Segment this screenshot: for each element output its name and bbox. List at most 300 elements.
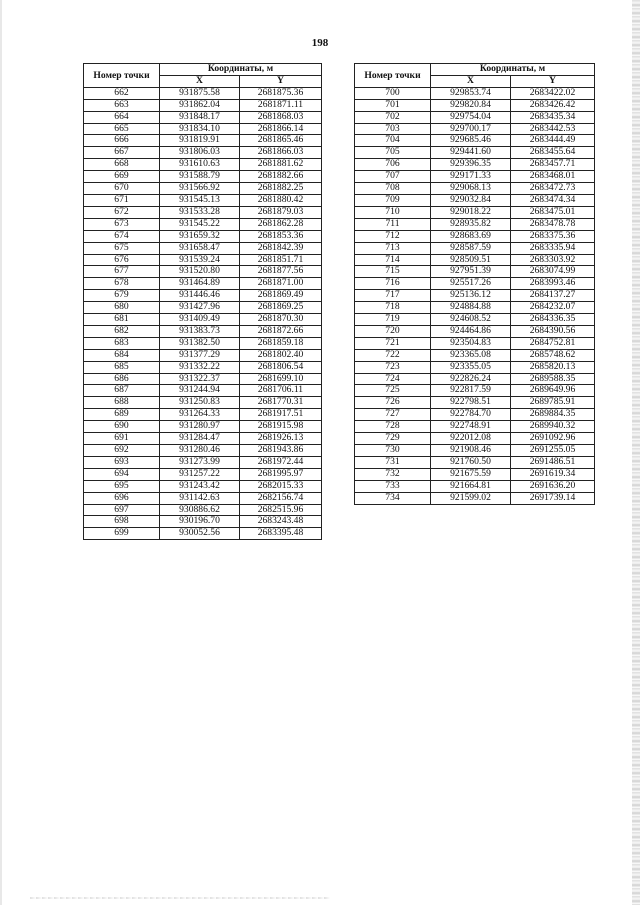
table-row [355, 290, 595, 302]
y-header: Y [240, 75, 322, 87]
x-coordinate-cell: 929068.13 [431, 183, 511, 195]
x-coordinate-cell: 928935.82 [431, 218, 511, 230]
table-row [355, 230, 595, 242]
point-number-cell: 680 [84, 302, 160, 314]
x-coordinate-cell: 929032.84 [431, 194, 511, 206]
y-coordinate-cell: 2683475.01 [511, 206, 595, 218]
y-coordinate-cell: 2681915.98 [240, 421, 322, 433]
x-coordinate-cell: 931545.13 [160, 194, 240, 206]
x-coordinate-cell: 931243.42 [160, 480, 240, 492]
y-coordinate-cell: 2681862.28 [240, 218, 322, 230]
table-row [355, 194, 595, 206]
x-coordinate-cell: 931427.96 [160, 302, 240, 314]
table-row [355, 433, 595, 445]
y-coordinate-cell: 2681869.49 [240, 290, 322, 302]
y-coordinate-cell: 2681875.36 [240, 87, 322, 99]
y-coordinate-cell: 2683435.34 [511, 111, 595, 123]
point-number-cell: 711 [355, 218, 431, 230]
table-row [355, 397, 595, 409]
y-coordinate-cell: 2683442.53 [511, 123, 595, 135]
table-row [355, 111, 595, 123]
x-coordinate-cell: 931545.22 [160, 218, 240, 230]
x-coordinate-cell: 931819.91 [160, 135, 240, 147]
point-number-cell: 688 [84, 397, 160, 409]
point-number-header-label: Номер точки [364, 69, 421, 81]
x-header: X [160, 75, 240, 87]
point-number-cell: 705 [355, 147, 431, 159]
table-row [355, 171, 595, 183]
y-coordinate-cell: 2689785.91 [511, 397, 595, 409]
point-number-cell: 708 [355, 183, 431, 195]
table-row [84, 135, 322, 147]
table-row [84, 349, 322, 361]
y-coordinate-cell: 2681880.42 [240, 194, 322, 206]
point-number-cell: 692 [84, 445, 160, 457]
x-coordinate-cell: 929853.74 [431, 87, 511, 99]
y-header: Y [511, 75, 595, 87]
table-row [84, 468, 322, 480]
point-number-cell: 729 [355, 433, 431, 445]
coordinates-header: Координаты, м [160, 64, 322, 76]
x-coordinate-cell: 930052.56 [160, 528, 240, 540]
x-coordinate-cell: 931533.28 [160, 206, 240, 218]
table-row [84, 492, 322, 504]
table-row [84, 99, 322, 111]
table-row [355, 87, 595, 99]
point-number-cell: 669 [84, 171, 160, 183]
y-coordinate-cell: 2681872.66 [240, 325, 322, 337]
table-row [84, 230, 322, 242]
point-number-cell: 709 [355, 194, 431, 206]
point-number-cell: 673 [84, 218, 160, 230]
y-coordinate-cell: 2682515.96 [240, 504, 322, 516]
x-coordinate-cell: 922784.70 [431, 409, 511, 421]
x-coordinate-cell: 923365.08 [431, 349, 511, 361]
x-coordinate-cell: 929685.46 [431, 135, 511, 147]
y-coordinate-cell: 2683395.48 [240, 528, 322, 540]
y-coordinate-cell: 2689649.96 [511, 385, 595, 397]
x-coordinate-cell: 931848.17 [160, 111, 240, 123]
table-row [355, 183, 595, 195]
table-row [84, 242, 322, 254]
point-number-cell: 668 [84, 159, 160, 171]
point-number-cell: 672 [84, 206, 160, 218]
x-header: X [431, 75, 511, 87]
point-number-cell: 723 [355, 361, 431, 373]
table-row [84, 456, 322, 468]
y-coordinate-cell: 2683993.46 [511, 278, 595, 290]
point-number-cell: 734 [355, 492, 431, 504]
point-number-cell: 714 [355, 254, 431, 266]
point-number-cell: 715 [355, 266, 431, 278]
point-number-cell: 702 [355, 111, 431, 123]
point-number-cell: 712 [355, 230, 431, 242]
y-coordinate-cell: 2689588.35 [511, 373, 595, 385]
x-coordinate-cell: 931409.49 [160, 314, 240, 326]
x-coordinate-cell: 921664.81 [431, 480, 511, 492]
y-coordinate-cell: 2683455.64 [511, 147, 595, 159]
y-coordinate-cell: 2683422.02 [511, 87, 595, 99]
y-coordinate-cell: 2691255.05 [511, 445, 595, 457]
point-number-cell: 671 [84, 194, 160, 206]
scan-edge-right [632, 0, 640, 905]
y-coordinate-cell: 2681770.31 [240, 397, 322, 409]
point-number-cell: 713 [355, 242, 431, 254]
x-coordinate-cell: 931566.92 [160, 183, 240, 195]
y-coordinate-cell: 2681851.71 [240, 254, 322, 266]
point-number-cell: 698 [84, 516, 160, 528]
x-coordinate-cell: 929171.33 [431, 171, 511, 183]
y-coordinate-cell: 2681882.66 [240, 171, 322, 183]
y-coordinate-cell: 2683478.78 [511, 218, 595, 230]
table-row [84, 171, 322, 183]
table-row [84, 337, 322, 349]
y-coordinate-cell: 2681943.86 [240, 445, 322, 457]
table-row [355, 159, 595, 171]
point-number-cell: 677 [84, 266, 160, 278]
x-coordinate-cell: 931142.63 [160, 492, 240, 504]
table-row [355, 349, 595, 361]
y-coordinate-cell: 2682156.74 [240, 492, 322, 504]
point-number-cell: 730 [355, 445, 431, 457]
coordinates-table-left [83, 63, 322, 540]
table-row [355, 123, 595, 135]
point-number-cell: 691 [84, 433, 160, 445]
table-row [355, 385, 595, 397]
point-number-cell: 726 [355, 397, 431, 409]
y-coordinate-cell: 2683457.71 [511, 159, 595, 171]
coordinates-table-right-body [355, 87, 595, 504]
x-coordinate-cell: 931539.24 [160, 254, 240, 266]
table-row [355, 361, 595, 373]
table-row [355, 421, 595, 433]
x-coordinate-cell: 924464.86 [431, 325, 511, 337]
point-number-cell: 710 [355, 206, 431, 218]
y-coordinate-cell: 2681871.11 [240, 99, 322, 111]
x-coordinate-cell: 922826.24 [431, 373, 511, 385]
point-number-cell: 722 [355, 349, 431, 361]
x-coordinate-cell: 929820.84 [431, 99, 511, 111]
x-coordinate-cell: 931464.89 [160, 278, 240, 290]
point-number-cell: 719 [355, 314, 431, 326]
x-coordinate-cell: 921675.59 [431, 468, 511, 480]
table-row [355, 445, 595, 457]
point-number-header [355, 64, 431, 88]
table-row [355, 314, 595, 326]
coordinates-table-right [354, 63, 595, 505]
y-coordinate-cell: 2683243.48 [240, 516, 322, 528]
x-coordinate-cell: 931588.79 [160, 171, 240, 183]
x-coordinate-cell: 921599.02 [431, 492, 511, 504]
point-number-cell: 664 [84, 111, 160, 123]
table-row [84, 254, 322, 266]
y-coordinate-cell: 2683444.49 [511, 135, 595, 147]
table-row [84, 361, 322, 373]
y-coordinate-cell: 2681868.03 [240, 111, 322, 123]
x-coordinate-cell: 924884.88 [431, 302, 511, 314]
y-coordinate-cell: 2683074.99 [511, 266, 595, 278]
x-coordinate-cell: 931280.97 [160, 421, 240, 433]
x-coordinate-cell: 921760.50 [431, 456, 511, 468]
y-coordinate-cell: 2681995.97 [240, 468, 322, 480]
table-row [355, 302, 595, 314]
point-number-cell: 699 [84, 528, 160, 540]
table-row [84, 266, 322, 278]
x-coordinate-cell: 931383.73 [160, 325, 240, 337]
table-row [84, 385, 322, 397]
point-number-cell: 665 [84, 123, 160, 135]
x-coordinate-cell: 929396.35 [431, 159, 511, 171]
point-number-cell: 717 [355, 290, 431, 302]
x-coordinate-cell: 931862.04 [160, 99, 240, 111]
point-number-cell: 706 [355, 159, 431, 171]
y-coordinate-cell: 2691619.34 [511, 468, 595, 480]
x-coordinate-cell: 923355.05 [431, 361, 511, 373]
table-row [84, 123, 322, 135]
point-number-cell: 674 [84, 230, 160, 242]
y-coordinate-cell: 2681802.40 [240, 349, 322, 361]
table-row [84, 504, 322, 516]
table-row [355, 206, 595, 218]
point-number-cell: 720 [355, 325, 431, 337]
point-number-cell: 733 [355, 480, 431, 492]
x-coordinate-cell: 931273.99 [160, 456, 240, 468]
point-number-cell: 725 [355, 385, 431, 397]
y-coordinate-cell: 2689884.35 [511, 409, 595, 421]
point-number-cell: 695 [84, 480, 160, 492]
x-coordinate-cell: 922817.59 [431, 385, 511, 397]
table-row [84, 373, 322, 385]
x-coordinate-cell: 931806.03 [160, 147, 240, 159]
y-coordinate-cell: 2684137.27 [511, 290, 595, 302]
table-row [355, 409, 595, 421]
scan-edge-bottom [30, 897, 330, 899]
table-row [84, 147, 322, 159]
x-coordinate-cell: 931244.94 [160, 385, 240, 397]
point-number-cell: 693 [84, 456, 160, 468]
y-coordinate-cell: 2683474.34 [511, 194, 595, 206]
y-coordinate-cell: 2681972.44 [240, 456, 322, 468]
table-row [84, 314, 322, 326]
y-coordinate-cell: 2681865.46 [240, 135, 322, 147]
point-number-cell: 700 [355, 87, 431, 99]
x-coordinate-cell: 929754.04 [431, 111, 511, 123]
point-number-cell: 689 [84, 409, 160, 421]
table-row [84, 528, 322, 540]
point-number-cell: 678 [84, 278, 160, 290]
point-number-cell: 682 [84, 325, 160, 337]
y-coordinate-cell: 2681706.11 [240, 385, 322, 397]
point-number-cell: 662 [84, 87, 160, 99]
y-coordinate-cell: 2681869.25 [240, 302, 322, 314]
table-row [355, 99, 595, 111]
table-row [355, 135, 595, 147]
x-coordinate-cell: 930886.62 [160, 504, 240, 516]
x-coordinate-cell: 929700.17 [431, 123, 511, 135]
x-coordinate-cell: 931610.63 [160, 159, 240, 171]
point-number-cell: 670 [84, 183, 160, 195]
y-coordinate-cell: 2681699.10 [240, 373, 322, 385]
point-number-cell: 724 [355, 373, 431, 385]
point-number-cell: 727 [355, 409, 431, 421]
point-number-cell: 679 [84, 290, 160, 302]
x-coordinate-cell: 931280.46 [160, 445, 240, 457]
table-row [84, 433, 322, 445]
y-coordinate-cell: 2681879.03 [240, 206, 322, 218]
y-coordinate-cell: 2681842.39 [240, 242, 322, 254]
x-coordinate-cell: 931284.47 [160, 433, 240, 445]
x-coordinate-cell: 931250.83 [160, 397, 240, 409]
x-coordinate-cell: 921908.46 [431, 445, 511, 457]
point-number-cell: 707 [355, 171, 431, 183]
point-number-cell: 690 [84, 421, 160, 433]
y-coordinate-cell: 2681917.51 [240, 409, 322, 421]
table-row [84, 278, 322, 290]
y-coordinate-cell: 2685820.13 [511, 361, 595, 373]
point-number-cell: 684 [84, 349, 160, 361]
y-coordinate-cell: 2684232.07 [511, 302, 595, 314]
y-coordinate-cell: 2681881.62 [240, 159, 322, 171]
table-row [84, 206, 322, 218]
x-coordinate-cell: 925136.12 [431, 290, 511, 302]
table-row [84, 421, 322, 433]
point-number-cell: 718 [355, 302, 431, 314]
point-number-cell: 732 [355, 468, 431, 480]
y-coordinate-cell: 2691486.51 [511, 456, 595, 468]
x-coordinate-cell: 922748.91 [431, 421, 511, 433]
point-number-cell: 675 [84, 242, 160, 254]
point-number-cell: 683 [84, 337, 160, 349]
table-row [84, 325, 322, 337]
y-coordinate-cell: 2683335.94 [511, 242, 595, 254]
x-coordinate-cell: 931446.46 [160, 290, 240, 302]
table-row [355, 468, 595, 480]
y-coordinate-cell: 2684336.35 [511, 314, 595, 326]
table-row [84, 159, 322, 171]
point-number-cell: 663 [84, 99, 160, 111]
x-coordinate-cell: 924608.52 [431, 314, 511, 326]
table-row [84, 302, 322, 314]
scan-edge-left [0, 0, 2, 905]
y-coordinate-cell: 2681926.13 [240, 433, 322, 445]
coordinates-table-left-body [84, 87, 322, 539]
y-coordinate-cell: 2681853.36 [240, 230, 322, 242]
x-coordinate-cell: 931382.50 [160, 337, 240, 349]
table-row [355, 456, 595, 468]
y-coordinate-cell: 2681866.03 [240, 147, 322, 159]
x-coordinate-cell: 922012.08 [431, 433, 511, 445]
x-coordinate-cell: 927951.39 [431, 266, 511, 278]
y-coordinate-cell: 2681870.30 [240, 314, 322, 326]
point-number-cell: 703 [355, 123, 431, 135]
table-row [355, 147, 595, 159]
x-coordinate-cell: 931322.37 [160, 373, 240, 385]
table-row [355, 242, 595, 254]
y-coordinate-cell: 2691092.96 [511, 433, 595, 445]
x-coordinate-cell: 928683.69 [431, 230, 511, 242]
coordinates-header: Координаты, м [431, 64, 595, 76]
point-number-cell: 731 [355, 456, 431, 468]
point-number-cell: 696 [84, 492, 160, 504]
point-number-cell: 716 [355, 278, 431, 290]
table-row [355, 492, 595, 504]
table-row [84, 87, 322, 99]
x-coordinate-cell: 931377.29 [160, 349, 240, 361]
page-number: 198 [311, 37, 329, 49]
point-number-cell: 676 [84, 254, 160, 266]
x-coordinate-cell: 931520.80 [160, 266, 240, 278]
y-coordinate-cell: 2691739.14 [511, 492, 595, 504]
y-coordinate-cell: 2683468.01 [511, 171, 595, 183]
table-row [355, 480, 595, 492]
table-row [84, 183, 322, 195]
table-row [84, 111, 322, 123]
table-row [355, 278, 595, 290]
x-coordinate-cell: 929018.22 [431, 206, 511, 218]
y-coordinate-cell: 2684390.56 [511, 325, 595, 337]
point-number-cell: 681 [84, 314, 160, 326]
x-coordinate-cell: 931264.33 [160, 409, 240, 421]
table-row [84, 445, 322, 457]
x-coordinate-cell: 931659.32 [160, 230, 240, 242]
table-row [355, 218, 595, 230]
point-number-cell: 694 [84, 468, 160, 480]
x-coordinate-cell: 923504.83 [431, 337, 511, 349]
y-coordinate-cell: 2683303.92 [511, 254, 595, 266]
point-number-cell: 704 [355, 135, 431, 147]
x-coordinate-cell: 931257.22 [160, 468, 240, 480]
point-number-header-label: Номер точки [93, 69, 150, 81]
point-number-cell: 686 [84, 373, 160, 385]
point-number-cell: 697 [84, 504, 160, 516]
y-coordinate-cell: 2682015.33 [240, 480, 322, 492]
y-coordinate-cell: 2689940.32 [511, 421, 595, 433]
point-number-cell: 701 [355, 99, 431, 111]
table-row [84, 218, 322, 230]
point-number-header [84, 64, 160, 88]
y-coordinate-cell: 2681806.54 [240, 361, 322, 373]
point-number-cell: 687 [84, 385, 160, 397]
table-row [84, 290, 322, 302]
table-row [355, 266, 595, 278]
table-row [355, 254, 595, 266]
x-coordinate-cell: 928587.59 [431, 242, 511, 254]
x-coordinate-cell: 931658.47 [160, 242, 240, 254]
table-row [84, 516, 322, 528]
table-row [355, 325, 595, 337]
x-coordinate-cell: 928509.51 [431, 254, 511, 266]
x-coordinate-cell: 931332.22 [160, 361, 240, 373]
point-number-cell: 685 [84, 361, 160, 373]
y-coordinate-cell: 2681877.56 [240, 266, 322, 278]
y-coordinate-cell: 2681882.25 [240, 183, 322, 195]
point-number-cell: 728 [355, 421, 431, 433]
point-number-cell: 721 [355, 337, 431, 349]
table-row [355, 337, 595, 349]
y-coordinate-cell: 2683426.42 [511, 99, 595, 111]
point-number-cell: 667 [84, 147, 160, 159]
table-row [84, 480, 322, 492]
x-coordinate-cell: 931875.58 [160, 87, 240, 99]
table-row [355, 373, 595, 385]
table-row [84, 194, 322, 206]
table-row [84, 409, 322, 421]
y-coordinate-cell: 2681866.14 [240, 123, 322, 135]
x-coordinate-cell: 925517.26 [431, 278, 511, 290]
table-row [84, 397, 322, 409]
x-coordinate-cell: 930196.70 [160, 516, 240, 528]
y-coordinate-cell: 2684752.81 [511, 337, 595, 349]
